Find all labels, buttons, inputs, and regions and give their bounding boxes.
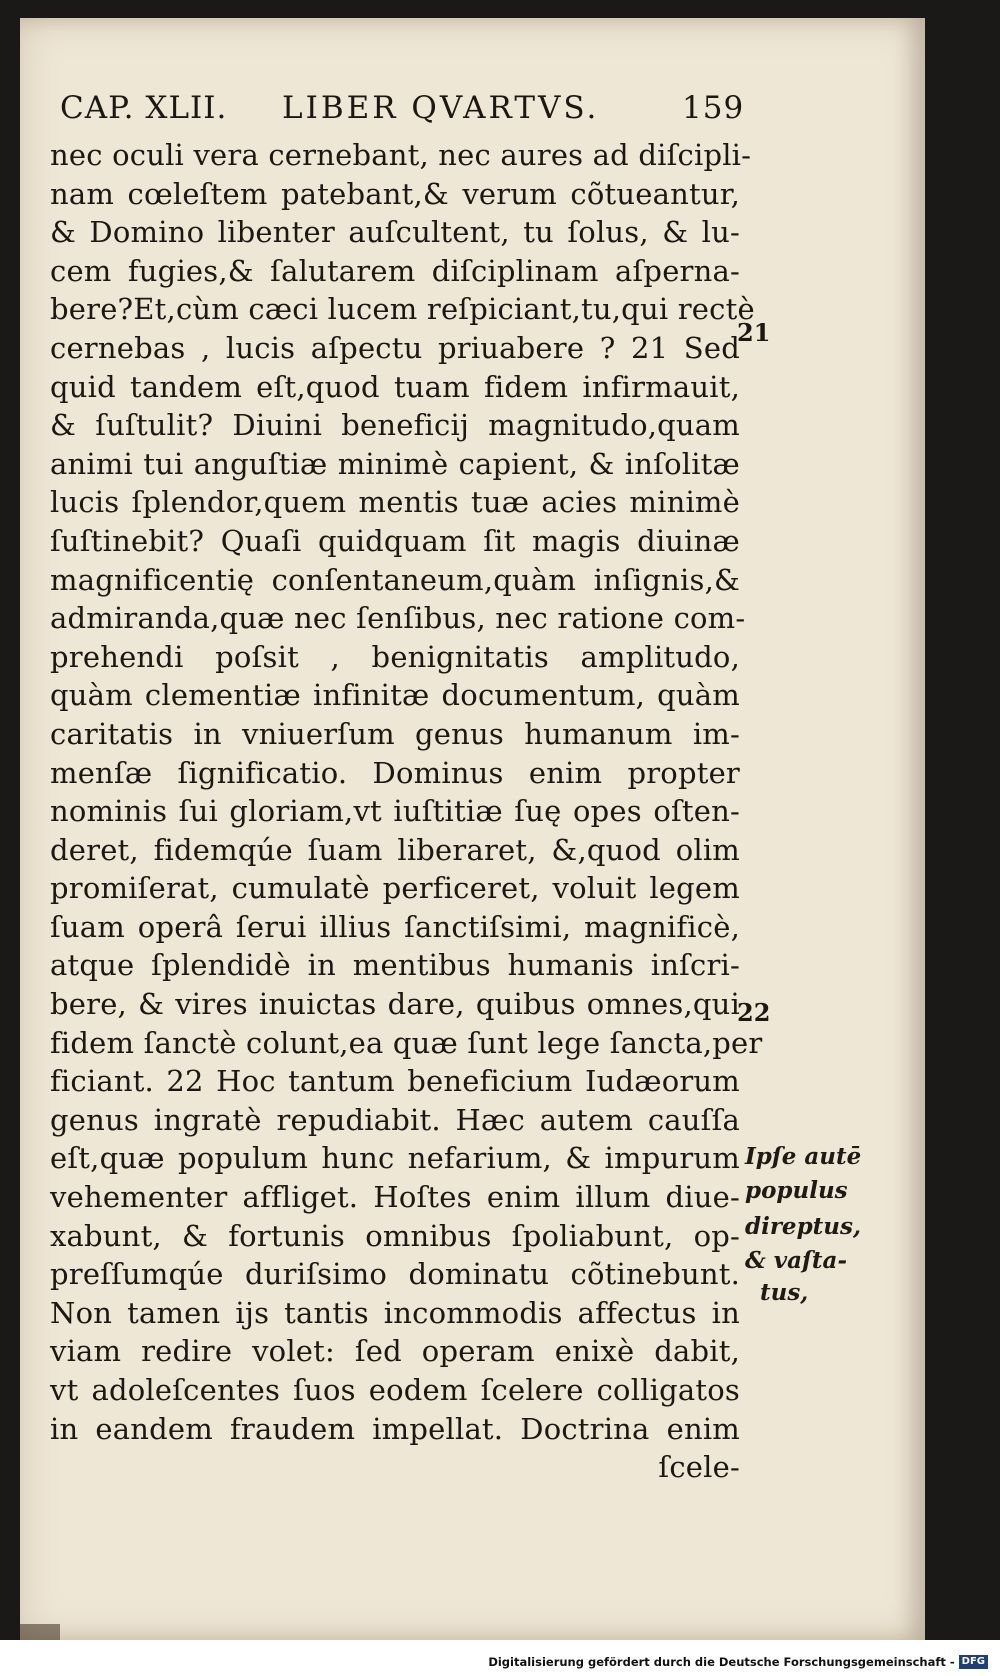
marginal-note-line: Ipſe autē	[745, 1143, 862, 1170]
text-line: xabunt, & fortunis omnibus ſpoliabunt, op-	[50, 1218, 740, 1253]
text-line: lucis ſplendor,quem mentis tuæ acies minimè	[50, 485, 740, 520]
text-line: nam cœleſtem patebant,& verum cõtueantur,	[50, 176, 740, 211]
text-line: cem fugies,& ſalutarem diſciplinam aſperna-	[50, 253, 740, 288]
text-line: ſuam operâ ſerui illius ſanctiſsimi, magnificè,	[50, 909, 740, 944]
text-line: cernebas , lucis aſpectu priuabere ? 21 Sed	[50, 330, 740, 365]
marginal-note-line: tus,	[760, 1279, 809, 1306]
dfg-logo: DFG	[959, 1655, 988, 1669]
margin-verse-number-21: 21	[737, 318, 771, 347]
text-line: eſt,quæ populum hunc nefarium, & impurum	[50, 1141, 740, 1176]
text-line: Non tamen ijs tantis incommodis affectus in	[50, 1295, 740, 1330]
body-text	[50, 136, 763, 1487]
marginal-note-line: & vaſta-	[745, 1247, 848, 1274]
text-line: ficiant. 22 Hoc tantum beneficium Iudæorum	[50, 1064, 740, 1099]
text-line: quàm clementiæ infinitæ documentum, quàm	[50, 678, 740, 713]
text-line: fidem ſanctè colunt,ea quæ ſunt lege ſancta,per	[50, 1025, 763, 1060]
text-line: bere?Et,cùm cæci lucem reſpiciant,tu,qui rectè	[50, 292, 755, 327]
text-line: caritatis in vniuerſum genus humanum im-	[50, 716, 740, 751]
chapter-heading: CAP. XLII.	[60, 90, 228, 126]
marginal-note-line: populus	[745, 1177, 848, 1204]
text-line: admiranda,quæ nec ſenſibus, nec ratione com-	[50, 601, 746, 636]
text-line: ſuſtinebit? Quaſi quidquam ſit magis diuinæ	[50, 523, 740, 558]
text-line: & Domino libenter auſcultent, tu ſolus, & lu-	[50, 215, 740, 250]
text-line: nominis ſui gloriam,vt iuſtitiæ ſuę opes oſten-	[50, 794, 740, 829]
text-line: atque ſplendidè in mentibus humanis inſcri-	[50, 948, 740, 983]
text-line: prehendi poſsit , benignitatis amplitudo,	[50, 639, 740, 674]
text-line: magnificentię conſentaneum,quàm inſignis,&	[50, 562, 740, 597]
text-line: menſæ ſignificatio. Dominus enim propter	[50, 755, 740, 790]
text-line: preſſumqúe duriſsimo dominatu cõtinebunt.	[50, 1257, 740, 1292]
text-line: in eandem fraudem impellat. Doctrina enim	[50, 1411, 740, 1446]
text-line: genus ingratè repudiabit. Hæc autem cauſſa	[50, 1102, 740, 1137]
text-line: promiſerat, cumulatè perficeret, voluit legem	[50, 871, 740, 906]
text-line: nec oculi vera cernebant, nec aures ad diſcipli-	[50, 138, 752, 172]
text-line: & ſuſtulit? Diuini beneficij magnitudo,quam	[50, 408, 740, 443]
text-line: vt adoleſcentes ſuos eodem ſcelere colligatos	[50, 1373, 740, 1407]
text-line: vehementer affliget. Hoſtes enim illum diue-	[50, 1180, 740, 1215]
margin-verse-number-22: 22	[737, 998, 771, 1027]
book-title: LIBER QVARTVS.	[282, 90, 600, 126]
marginal-note-line: direptus,	[745, 1213, 861, 1240]
page-number: 159	[682, 90, 745, 126]
text-line: animi tui anguſtiæ minimè capient, & inſolitæ	[50, 446, 740, 481]
running-head	[60, 90, 760, 130]
text-line: ſcele-	[658, 1450, 740, 1485]
text-line: viam redire volet: ſed operam enixè dabit,	[50, 1334, 740, 1369]
text-line: deret, fidemqúe ſuam liberaret, &,quod olim	[50, 832, 740, 867]
credit-text: Digitalisierung gefördert durch die Deutsche Forschungsgemeinschaft -	[488, 1655, 955, 1669]
book-page	[20, 18, 925, 1640]
text-line: quid tandem eſt,quod tuam fidem infirmauit,	[50, 369, 740, 404]
text-line: bere, & vires inuictas dare, quibus omnes,qui	[50, 987, 740, 1022]
page-edge-stain	[20, 1624, 60, 1640]
digitization-credit	[488, 1654, 988, 1670]
